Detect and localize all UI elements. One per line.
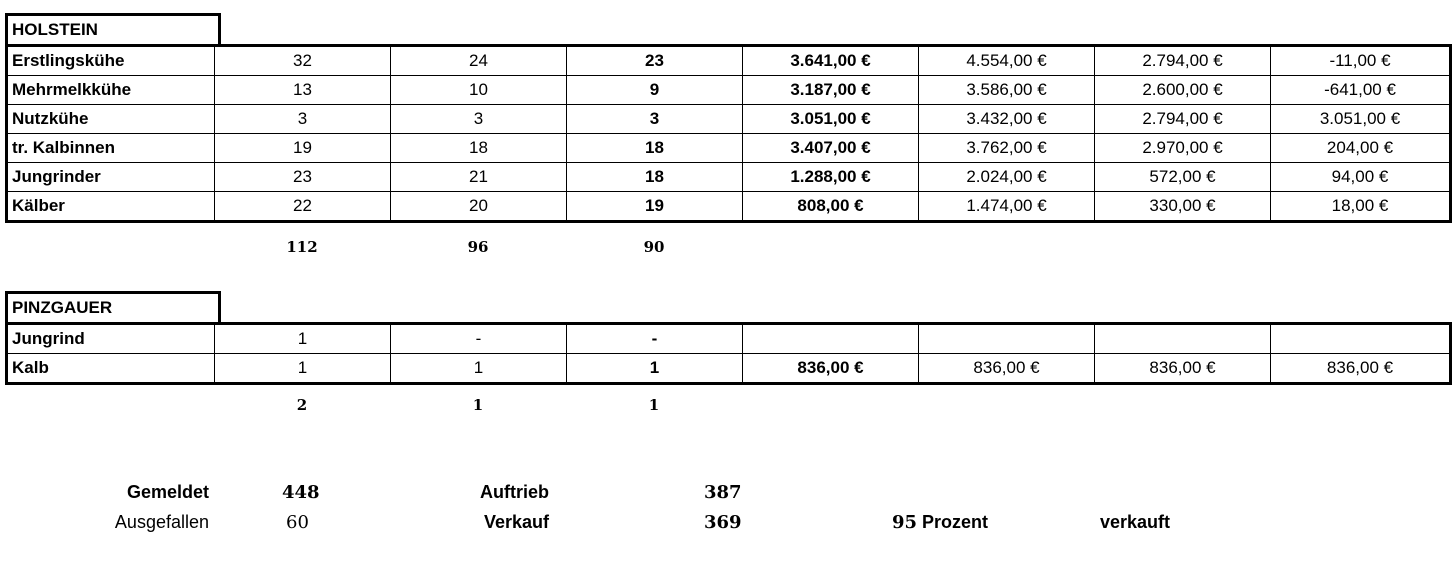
cell: 1 — [567, 354, 743, 384]
cell: 2.024,00 € — [919, 163, 1095, 192]
cell: 3.051,00 € — [743, 105, 919, 134]
cell: 18 — [567, 134, 743, 163]
cell: 1.474,00 € — [919, 192, 1095, 222]
row-label: Jungrinder — [7, 163, 215, 192]
cell: 3.586,00 € — [919, 76, 1095, 105]
cell: 2.600,00 € — [1095, 76, 1271, 105]
verkauf-value: 369 — [704, 512, 742, 533]
cell: 32 — [215, 46, 391, 76]
prozent-value: 95 — [892, 512, 918, 533]
verkauft-label: verkauft — [1100, 512, 1171, 532]
cell: 13 — [215, 76, 391, 105]
table-row — [7, 324, 1451, 354]
gemeldet-label: Gemeldet — [126, 482, 209, 502]
cell: 23 — [215, 163, 391, 192]
pinzgauer-total-3: 1 — [648, 396, 660, 414]
cell: 18 — [391, 134, 567, 163]
cell: 3.432,00 € — [919, 105, 1095, 134]
cell: 4.554,00 € — [919, 46, 1095, 76]
table-row — [7, 76, 1451, 105]
cell: 19 — [567, 192, 743, 222]
cell: 10 — [391, 76, 567, 105]
auftrieb-value: 387 — [704, 482, 742, 503]
cell: 22 — [215, 192, 391, 222]
row-label: Kälber — [7, 192, 215, 222]
cell: 1 — [391, 354, 567, 384]
cell: 3 — [567, 105, 743, 134]
cell: 3.407,00 € — [743, 134, 919, 163]
holstein-title: HOLSTEIN — [5, 13, 221, 44]
cell: 3 — [391, 105, 567, 134]
cell: 836,00 € — [743, 354, 919, 384]
pinzgauer-table — [5, 322, 1452, 385]
holstein-total-3: 90 — [643, 238, 665, 256]
cell: 20 — [391, 192, 567, 222]
table-row — [7, 163, 1451, 192]
cell: 836,00 € — [1095, 354, 1271, 384]
cell: -11,00 € — [1271, 46, 1451, 76]
row-label: Erstlingskühe — [7, 46, 215, 76]
table-row — [7, 354, 1451, 384]
pinzgauer-total-1: 2 — [296, 396, 308, 414]
table-row — [7, 46, 1451, 76]
cell: 3 — [215, 105, 391, 134]
holstein-table — [5, 44, 1452, 223]
cell: 94,00 € — [1271, 163, 1451, 192]
cell — [743, 324, 919, 354]
cell: -641,00 € — [1271, 76, 1451, 105]
cell: 23 — [567, 46, 743, 76]
verkauf-label: Verkauf — [484, 512, 550, 532]
cell: 836,00 € — [919, 354, 1095, 384]
cell: 330,00 € — [1095, 192, 1271, 222]
table-row — [7, 192, 1451, 222]
cell: 1 — [215, 354, 391, 384]
cell: 3.641,00 € — [743, 46, 919, 76]
row-label: Jungrind — [7, 324, 215, 354]
cell: 3.051,00 € — [1271, 105, 1451, 134]
cell: 2.970,00 € — [1095, 134, 1271, 163]
cell: 2.794,00 € — [1095, 105, 1271, 134]
cell: - — [391, 324, 567, 354]
ausgefallen-value: 60 — [286, 512, 309, 533]
pinzgauer-title: PINZGAUER — [5, 291, 221, 322]
cell: 19 — [215, 134, 391, 163]
cell — [1095, 324, 1271, 354]
prozent-label: Prozent — [922, 512, 989, 532]
row-label: Kalb — [7, 354, 215, 384]
cell: 2.794,00 € — [1095, 46, 1271, 76]
cell: 24 — [391, 46, 567, 76]
cell: 808,00 € — [743, 192, 919, 222]
cell: - — [567, 324, 743, 354]
cell: 21 — [391, 163, 567, 192]
table-row — [7, 105, 1451, 134]
table-row — [7, 134, 1451, 163]
cell: 3.762,00 € — [919, 134, 1095, 163]
pinzgauer-total-2: 1 — [472, 396, 484, 414]
cell: 572,00 € — [1095, 163, 1271, 192]
holstein-total-1: 112 — [286, 238, 318, 256]
auftrieb-label: Auftrieb — [480, 482, 549, 502]
holstein-total-2: 96 — [467, 238, 489, 256]
row-label: tr. Kalbinnen — [7, 134, 215, 163]
cell: 1 — [215, 324, 391, 354]
cell: 836,00 € — [1271, 354, 1451, 384]
cell: 1.288,00 € — [743, 163, 919, 192]
ausgefallen-label: Ausgefallen — [114, 512, 209, 532]
row-label: Nutzkühe — [7, 105, 215, 134]
cell — [1271, 324, 1451, 354]
cell — [919, 324, 1095, 354]
cell: 18,00 € — [1271, 192, 1451, 222]
gemeldet-value: 448 — [282, 482, 320, 503]
row-label: Mehrmelkkühe — [7, 76, 215, 105]
cell: 3.187,00 € — [743, 76, 919, 105]
cell: 18 — [567, 163, 743, 192]
cell: 9 — [567, 76, 743, 105]
cell: 204,00 € — [1271, 134, 1451, 163]
